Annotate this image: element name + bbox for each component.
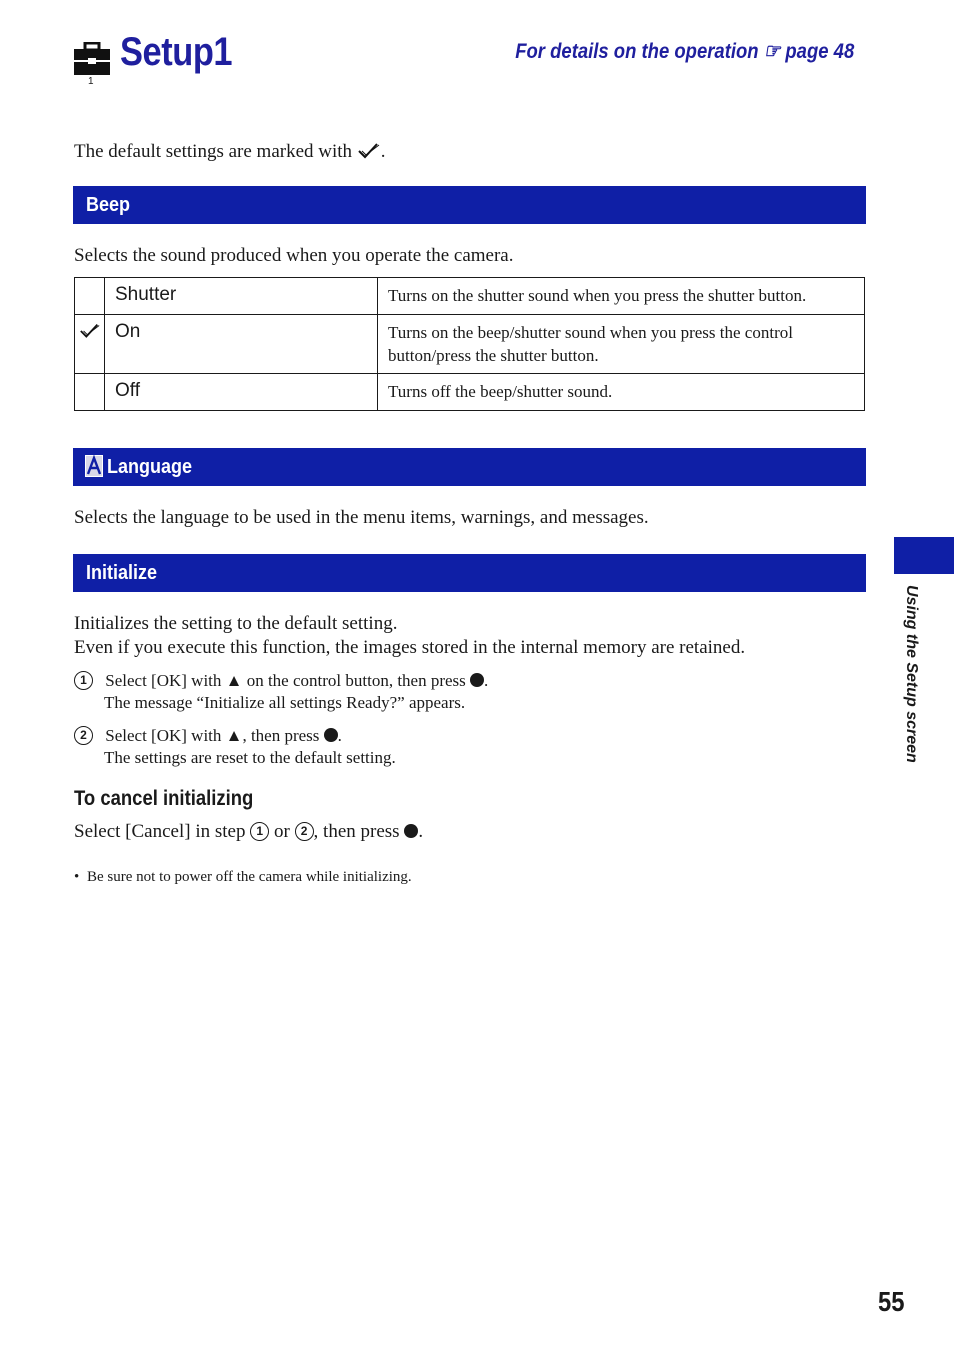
section-heading-language: Language — [73, 448, 866, 486]
note: • Be sure not to power off the camera while initializing. — [74, 869, 412, 885]
details-link[interactable]: For details on the operation ☞ page 48 — [515, 40, 854, 63]
beep-description: Selects the sound produced when you operate the camera. — [74, 245, 514, 266]
default-note: The default settings are marked with . — [74, 141, 386, 162]
title-icon-subscript: 1 — [88, 76, 94, 87]
check-icon — [357, 142, 381, 160]
option-label: On — [105, 315, 378, 374]
beep-options-table — [74, 277, 865, 411]
option-description: Turns off the beep/shutter sound. — [378, 374, 865, 411]
language-description: Selects the language to be used in the menu items, warnings, and messages. — [74, 507, 649, 528]
step-1: 1 Select [OK] with ▲ on the control button, then press . — [74, 670, 488, 692]
page-number: 55 — [878, 1286, 905, 1317]
option-label: Off — [105, 374, 378, 411]
initialize-line-1: Initializes the setting to the default setting. — [74, 613, 398, 634]
center-button-icon — [324, 728, 338, 742]
option-description: Turns on the beep/shutter sound when you press the control button/press the shutter button. — [378, 315, 865, 374]
option-label: Shutter — [105, 278, 378, 315]
step-1-sub: The message “Initialize all settings Ready?” appears. — [104, 693, 466, 712]
step-number: 1 — [74, 671, 93, 690]
center-button-icon — [470, 673, 484, 687]
table-row — [75, 315, 865, 374]
bullet: • — [74, 869, 80, 885]
step-2: 2 Select [OK] with ▲, then press . — [74, 725, 342, 747]
default-mark-cell — [75, 278, 105, 315]
initialize-line-2: Even if you execute this function, the images stored in the internal memory are retained. — [74, 637, 746, 658]
page-title: Setup1 — [120, 30, 233, 74]
step-2-sub: The settings are reset to the default setting. — [104, 748, 396, 767]
step-number: 1 — [250, 822, 269, 841]
default-mark-cell — [75, 315, 105, 374]
table-row — [75, 374, 865, 411]
cancel-text: Select [Cancel] in step 1 or 2 , then press . — [74, 821, 424, 842]
section-heading-initialize: Initialize — [73, 554, 866, 592]
step-number: 2 — [74, 726, 93, 745]
section-heading-beep: Beep — [73, 186, 866, 224]
toolbox-icon — [74, 42, 110, 76]
side-tab-label: Using the Setup screen — [903, 585, 920, 763]
center-button-icon — [404, 824, 418, 838]
check-icon — [79, 322, 101, 340]
option-description: Turns on the shutter sound when you press the shutter button. — [378, 278, 865, 315]
step-number: 2 — [295, 822, 314, 841]
table-row — [75, 278, 865, 315]
side-tab[interactable] — [894, 537, 954, 574]
default-mark-cell — [75, 374, 105, 411]
cancel-heading: To cancel initializing — [74, 787, 254, 810]
language-a-icon — [85, 455, 103, 477]
